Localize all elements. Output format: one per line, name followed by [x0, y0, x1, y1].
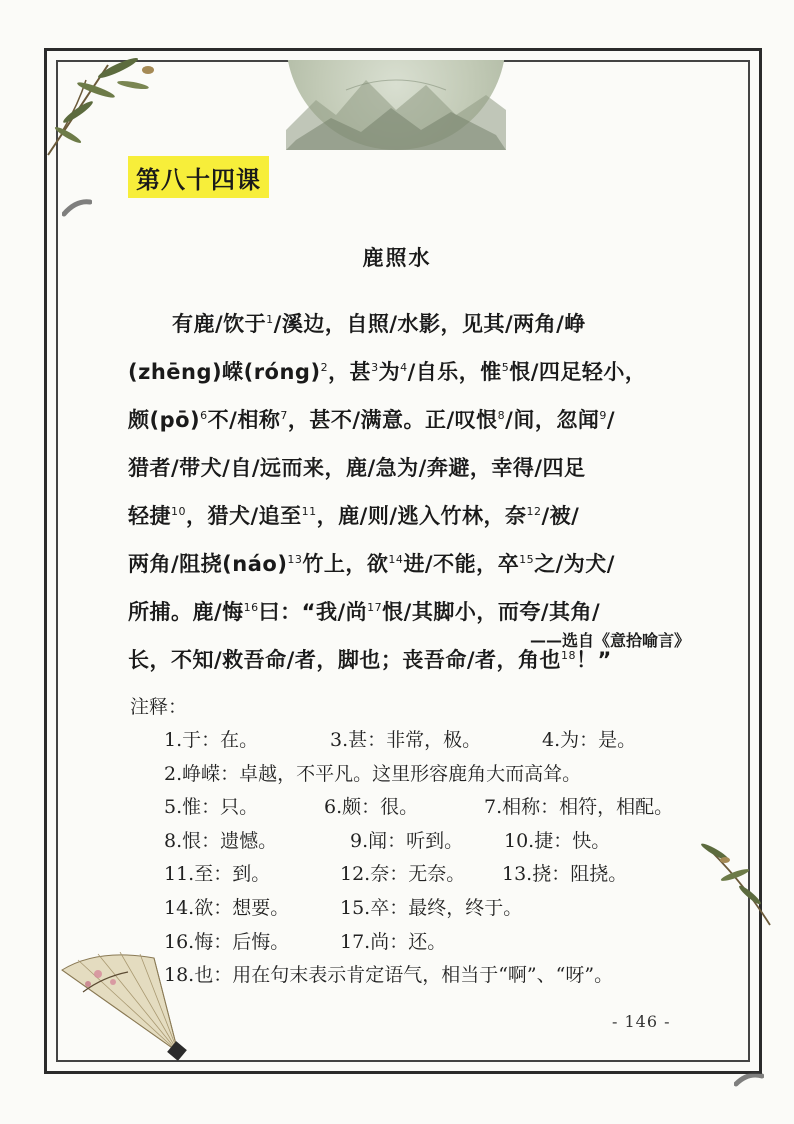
note-item: 5.惟：只。: [164, 796, 259, 819]
note-item: 12.奈：无奈。: [340, 863, 466, 886]
notes-heading: 注释：: [130, 696, 188, 718]
footnote-marker: 12: [526, 505, 542, 518]
story-text-segment: ，鹿/则/逃入竹林，奈: [316, 504, 527, 528]
footnote-marker: 17: [367, 601, 383, 614]
footnote-marker: 3: [371, 361, 379, 374]
story-line: [128, 396, 688, 444]
note-row: [164, 791, 704, 825]
note-row: [164, 892, 704, 926]
story-text-segment: 之/为犬/: [534, 552, 615, 576]
story-line: [128, 300, 688, 348]
note-item: 10.捷：快。: [504, 829, 611, 852]
note-item: 14.欲：想要。: [164, 896, 290, 919]
note-item: 3.甚：非常，极。: [330, 729, 482, 751]
story-text-segment: /溪边，自照/水影，见其/两角/峥: [273, 312, 586, 336]
note-row: [164, 858, 704, 892]
story-text-segment: 恨/四足轻小，: [509, 360, 647, 384]
note-row: [164, 724, 704, 758]
footnote-marker: 4: [400, 361, 408, 374]
story-text-segment: 竹上，欲: [302, 552, 389, 576]
story-text-segment: /被/: [541, 504, 580, 528]
note-item: 7.相称：相符，相配。: [484, 796, 674, 819]
story-text-segment: 恨/其脚小，而夸/其角/: [382, 600, 601, 624]
note-item: 18.也：用在句末表示肯定语气，相当于“啊”、“呀”。: [164, 964, 614, 987]
note-item: 17.尚：还。: [340, 930, 447, 953]
story-text-segment: 轻捷: [128, 504, 171, 528]
footnote-marker: 11: [301, 505, 317, 518]
story-text-segment: /自乐，惟: [407, 360, 502, 384]
story-text-segment: 所捕。鹿/悔: [128, 600, 244, 624]
note-item: 13.挠：阻挠。: [502, 863, 628, 886]
footnote-marker: 7: [280, 409, 288, 422]
note-item: 1.于：在。: [164, 729, 259, 751]
story-text-segment: 猎者/带犬/自/远而来，鹿/急为/奔避，幸得/四足: [128, 456, 586, 480]
note-item: 11.至：到。: [164, 863, 271, 886]
story-line: [128, 492, 688, 540]
footnote-marker: 10: [171, 505, 186, 518]
note-item: 6.颇：很。: [324, 796, 419, 819]
footnote-marker: 5: [501, 361, 510, 374]
note-item: 2.峥嵘：卓越，不平凡。这里形容鹿角大而高耸。: [164, 762, 582, 785]
note-row: [164, 959, 704, 993]
footnote-marker: 15: [519, 553, 535, 566]
footnote-marker: 2: [320, 361, 329, 374]
lesson-number-label: 第八十四课: [128, 156, 269, 198]
landscape-painting-decoration: [286, 60, 506, 150]
brush-stroke-decoration-2-icon: [734, 1070, 764, 1090]
brush-stroke-decoration-icon: [62, 198, 92, 218]
note-item: 4.为：是。: [542, 729, 637, 751]
story-text-segment: 进/不能，卒: [403, 552, 520, 576]
story-text-segment: 曰：“我/尚: [258, 600, 368, 624]
story-text-segment: 为: [378, 360, 401, 384]
story-text-segment: 颇(pō): [128, 408, 201, 432]
story-text-segment: 两角/阻挠(náo): [128, 552, 288, 576]
footnote-marker: 8: [497, 409, 506, 422]
note-item: 16.悔：后悔。: [164, 930, 290, 953]
notes-list: [164, 724, 704, 993]
story-text-segment: ，甚不/满意。正/叹恨: [287, 408, 498, 432]
story-source: ——选自《意拾喻言》: [529, 631, 690, 650]
story-text-segment: ！”: [576, 648, 612, 672]
note-row: [164, 825, 704, 859]
story-title: 鹿照水: [362, 246, 432, 270]
footnote-marker: 1: [266, 313, 274, 326]
bamboo-decoration-icon: [38, 50, 168, 160]
footnote-marker: 16: [243, 601, 259, 614]
story-text-segment: 有鹿/饮于: [172, 312, 267, 336]
story-line: [128, 444, 688, 492]
story-text-segment: /间，忽闻: [505, 408, 600, 432]
footnote-marker: 18: [561, 649, 577, 662]
note-item: 9.闻：听到。: [350, 829, 464, 852]
footnote-marker: 6: [200, 409, 208, 422]
note-item: 15.卒：最终，终于。: [340, 896, 523, 919]
note-item: 8.恨：遗憾。: [164, 829, 278, 852]
story-line: [128, 348, 688, 396]
footnote-marker: 13: [287, 553, 303, 566]
story-text-segment: ，甚: [328, 360, 372, 384]
story-text-segment: ，猎犬/追至: [186, 504, 302, 528]
story-line: [128, 540, 688, 588]
footnote-marker: 9: [599, 409, 607, 422]
note-row: [164, 758, 704, 792]
note-row: [164, 926, 704, 960]
folding-fan-decoration-icon: [58, 952, 188, 1062]
page-number: - 146 -: [612, 1012, 671, 1031]
footnote-marker: 14: [388, 553, 404, 566]
story-text-segment: 长，不知/救吾命/者，脚也；丧吾命/者，角也: [128, 648, 562, 672]
story-text-segment: /: [606, 408, 616, 432]
story-text-segment: 不/相称: [207, 408, 281, 432]
story-text-segment: (zhēng)嵘(róng): [128, 360, 321, 384]
story-text: [128, 300, 688, 684]
